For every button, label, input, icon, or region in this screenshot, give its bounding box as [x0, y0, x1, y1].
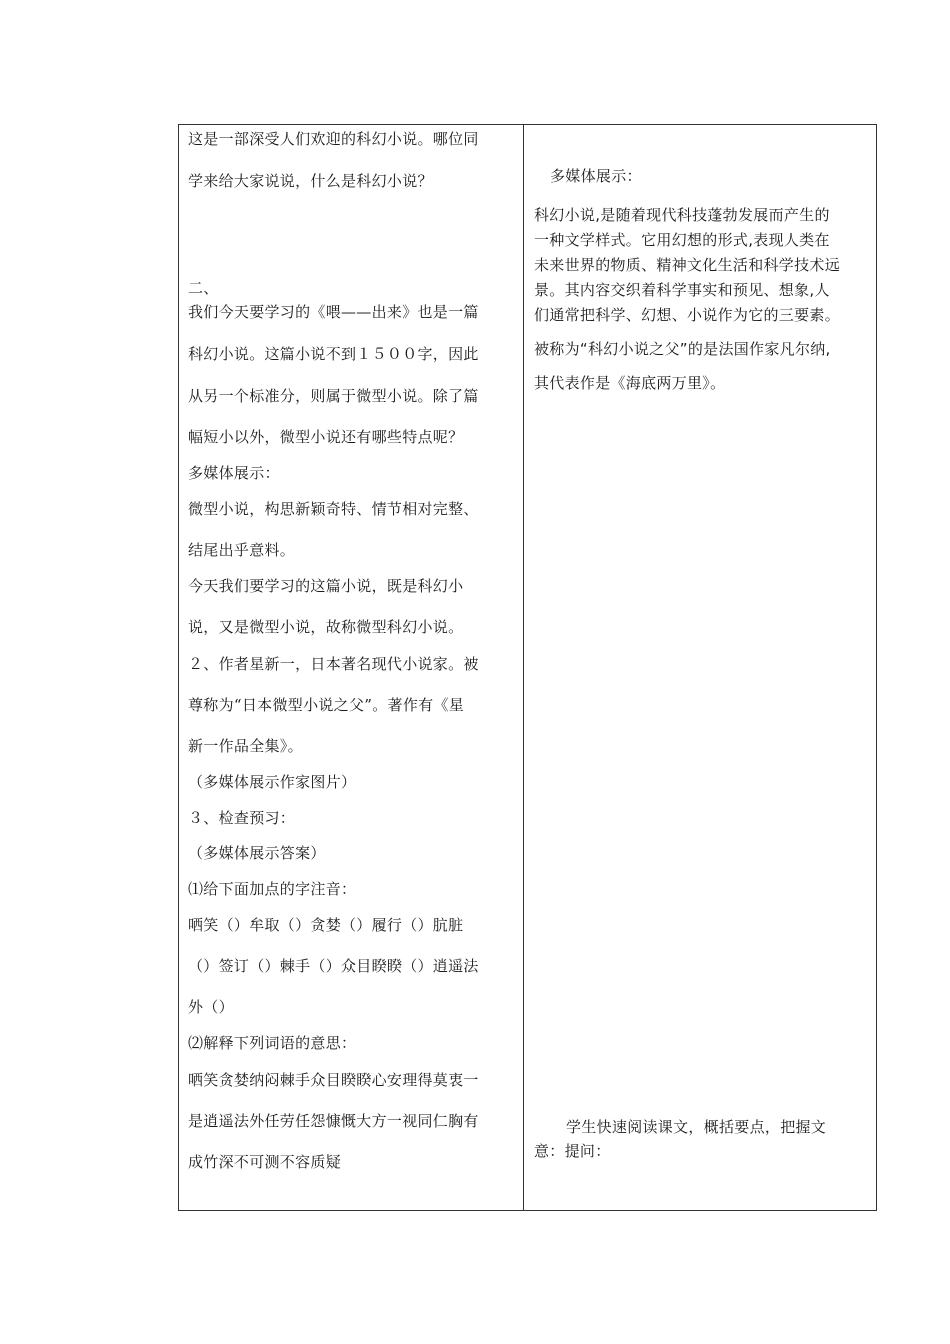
left-line-21: （）签订（）棘手（）众目睽睽（）逍遥法: [188, 957, 479, 975]
left-line-4: 我们今天要学习的《喂——出来》也是一篇: [188, 303, 479, 321]
left-line-23: ⑵解释下列词语的意思：: [188, 1034, 357, 1052]
left-line-3: 二、: [188, 279, 219, 297]
left-line-15: 新一作品全集》。: [188, 737, 303, 755]
left-line-1: 这是一部深受人们欢迎的科幻小说。哪位同: [188, 130, 479, 148]
father-line-1: 被称为“科幻小说之父”的是法国作家凡尔纳,: [534, 340, 831, 358]
activity-line-2: 意：提问：: [534, 1142, 611, 1160]
left-line-6: 从另一个标准分，则属于微型小说。除了篇: [188, 387, 479, 405]
left-line-20: 哂笑（）牟取（）贪婪（）履行（）肮脏: [188, 916, 464, 934]
activity-line-1: 学生快速阅读课文，概括要点，把握文: [566, 1118, 827, 1136]
definition-line-2: 一种文学样式。它用幻想的形式,表现人类在: [534, 231, 830, 249]
left-line-25: 是逍遥法外任劳任怨慷慨大方一视同仁胸有: [188, 1112, 479, 1130]
left-line-22: 外（）: [188, 998, 234, 1016]
definition-line-5: 们通常把科学、幻想、小说作为它的三要素。: [534, 306, 841, 324]
left-line-2: 学来给大家说说，什么是科幻小说？: [188, 172, 433, 190]
left-line-24: 哂笑贪婪纳闷棘手众目睽睽心安理得莫衷一: [188, 1071, 479, 1089]
left-line-12: 说，又是微型小说，故称微型科幻小说。: [188, 618, 464, 636]
left-line-14: 尊称为“日本微型小说之父”。著作有《星: [188, 696, 465, 714]
left-line-18: （多媒体展示答案）: [188, 844, 326, 862]
definition-line-1: 科幻小说,是随着现代科技蓬勃发展而产生的: [534, 206, 830, 224]
left-line-9: 微型小说，构思新颖奇特、情节相对完整、: [188, 500, 479, 518]
left-line-19: ⑴给下面加点的字注音：: [188, 880, 357, 898]
left-line-11: 今天我们要学习的这篇小说，既是科幻小: [188, 577, 464, 595]
left-line-17: ３、检查预习：: [188, 809, 296, 827]
left-line-26: 成竹深不可测不容质疑: [188, 1153, 342, 1171]
lesson-table: [178, 124, 877, 1211]
definition-line-3: 未来世界的物质、精神文化生活和科学技术远: [534, 256, 841, 274]
left-line-5: 科幻小说。这篇小说不到１５００字，因此: [188, 345, 479, 363]
column-divider: [523, 125, 524, 1210]
father-line-2: 其代表作是《海底两万里》。: [534, 374, 726, 392]
definition-line-4: 景。其内容交织着科学事实和预见、想象,人: [534, 281, 830, 299]
left-line-10: 结尾出乎意料。: [188, 541, 296, 559]
left-line-8: 多媒体展示：: [188, 464, 280, 482]
left-line-16: （多媒体展示作家图片）: [188, 773, 357, 791]
left-line-13: ２、作者星新一，日本著名现代小说家。被: [188, 655, 479, 673]
media-heading: 多媒体展示：: [550, 167, 642, 185]
left-line-7: 幅短小以外，微型小说还有哪些特点呢？: [188, 428, 464, 446]
